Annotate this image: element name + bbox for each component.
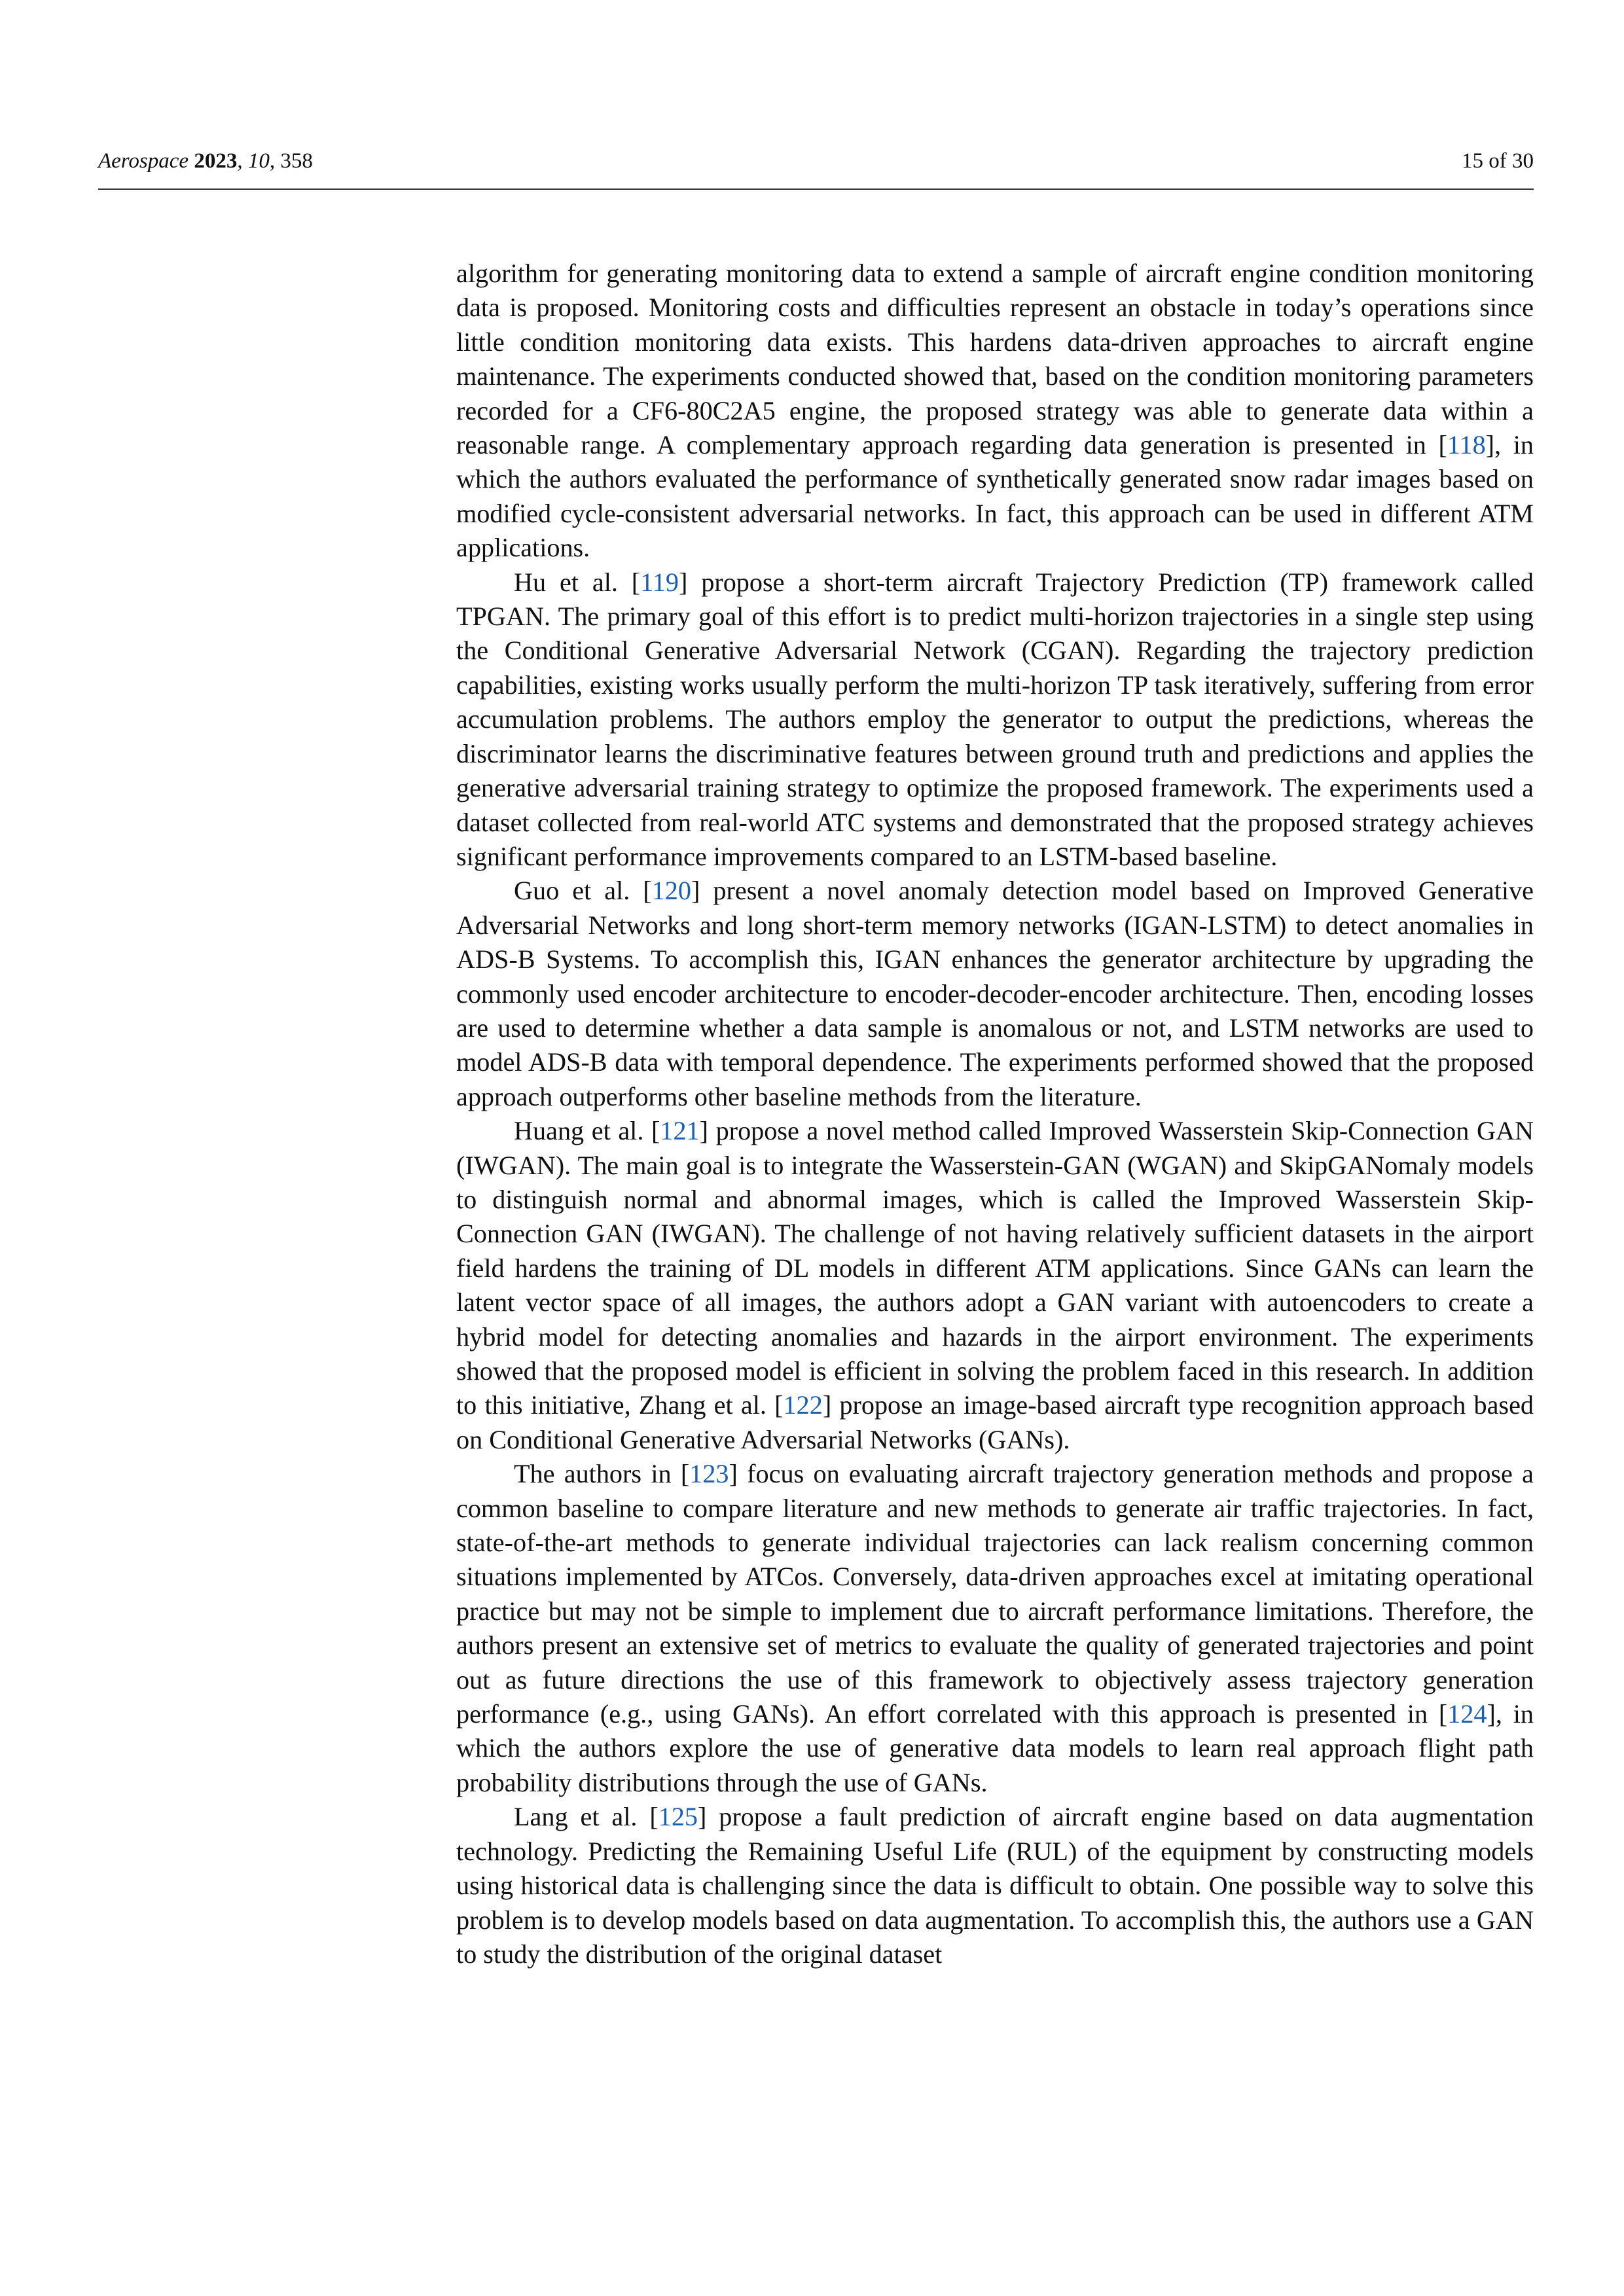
paragraph	[456, 1800, 1534, 1971]
page-header	[98, 149, 1534, 190]
citation-link[interactable]: 118	[1447, 430, 1486, 460]
paragraph-text: Lang et al. [	[514, 1802, 659, 1832]
citation-link[interactable]: 120	[651, 876, 691, 906]
paragraph-text: ], in which the authors explore the use of generative data models to learn real approach flight path probability distributions through the use of GANs.	[456, 1699, 1534, 1797]
paragraph	[456, 874, 1534, 1114]
paragraph-text: ] propose a novel method called Improved Wasserstein Skip-Connection GAN (IWGAN). The main goal is to integrate the Wasserstein-GAN (WGAN) and SkipGANomaly models to distinguish normal and abnormal images, which is called the Improved Wasserstein Skip-Connection GAN (IWGAN). The challenge of not having relatively sufficient datasets in the airport field hardens the training of DL models in different ATM applications. Since GANs can learn the latent vector space of all images, the authors adopt a GAN variant with autoencoders to create a hybrid model for detecting anomalies and hazards in the airport environment. The experiments showed that the proposed model is efficient in solving the problem faced in this research. In addition to this initiative, Zhang et al. [	[456, 1116, 1534, 1420]
citation-link[interactable]: 123	[689, 1459, 729, 1489]
journal-citation: Aerospace 2023, 10, 358	[98, 149, 313, 173]
journal-volume: 10	[247, 149, 270, 173]
body-text	[456, 257, 1534, 1971]
paragraph-text: ] present a novel anomaly detection model based on Improved Generative Adversarial Networks and long short-term memory networks (IGAN-LSTM) to detect anomalies in ADS-B Systems. To accomplish this, IGAN enhances the generator architecture by upgrading the commonly used encoder architecture to encoder-decoder-encoder architecture. Then, encoding losses are used to determine whether a data sample is anomalous or not, and LSTM networks are used to model ADS-B data with temporal dependence. The experiments performed showed that the proposed approach outperforms other baseline methods from the literature.	[456, 876, 1534, 1111]
paragraph-text: ], in which the authors evaluated the performance of synthetically generated snow radar images based on modified cycle-consistent adversarial networks. In fact, this approach can be used in different ATM applications.	[456, 430, 1534, 563]
citation-link[interactable]: 125	[658, 1802, 698, 1832]
journal-name: Aerospace	[98, 149, 189, 173]
paragraph-text: ] propose a short-term aircraft Trajectory Prediction (TP) framework called TPGAN. The primary goal of this effort is to predict multi-horizon trajectories in a single step using the Conditional Generative Adversarial Network (CGAN). Regarding the trajectory prediction capabilities, existing works usually perform the multi-horizon TP task iteratively, suffering from error accumulation problems. The authors employ the generator to output the predictions, whereas the discriminator learns the discriminative features between ground truth and predictions and applies the generative adversarial training strategy to optimize the proposed framework. The experiments used a dataset collected from real-world ATC systems and demonstrated that the proposed strategy achieves significant performance improvements compared to an LSTM-based baseline.	[456, 567, 1534, 871]
paragraph	[456, 257, 1534, 565]
citation-link[interactable]: 124	[1447, 1699, 1487, 1729]
paragraph-text: The authors in [	[514, 1459, 690, 1489]
citation-link[interactable]: 119	[640, 567, 679, 597]
paragraph-text: Guo et al. [	[514, 876, 652, 906]
citation-link[interactable]: 122	[783, 1390, 823, 1420]
paragraph-text: ] propose a fault prediction of aircraft engine based on data augmentation technology. Predicting the Remaining Useful Life (RUL) of the equipment by constructing models using historical data is challenging since the data is difficult to obtain. One possible way to solve this problem is to develop models based on data augmentation. To accomplish this, the authors use a GAN to study the distribution of the original dataset	[456, 1802, 1534, 1969]
paragraph	[456, 1114, 1534, 1457]
article-number: 358	[280, 149, 313, 173]
paragraph-text: Hu et al. [	[514, 567, 641, 597]
journal-year: 2023	[194, 149, 238, 173]
paragraph-text: ] propose an image-based aircraft type recognition approach based on Conditional Generative Adversarial Networks (GANs).	[456, 1390, 1534, 1454]
page-number: 15 of 30	[1462, 149, 1534, 173]
paragraph	[456, 1457, 1534, 1800]
paragraph-text: ] focus on evaluating aircraft trajectory generation methods and propose a common baseline to compare literature and new methods to generate air traffic trajectories. In fact, state-of-the-art methods to generate individual trajectories can lack realism concerning common situations implemented by ATCos. Conversely, data-driven approaches excel at imitating operational practice but may not be simple to implement due to aircraft performance limitations. Therefore, the authors present an extensive set of metrics to evaluate the quality of generated trajectories and point out as future directions the use of this framework to objectively assess trajectory generation performance (e.g., using GANs). An effort correlated with this approach is presented in [	[456, 1459, 1534, 1729]
paragraph-text: algorithm for generating monitoring data to extend a sample of aircraft engine condition monitoring data is proposed. Monitoring costs and difficulties represent an obstacle in today’s operations since little condition monitoring data exists. This hardens data-driven approaches to aircraft engine maintenance. The experiments conducted showed that, based on the condition monitoring parameters recorded for a CF6-80C2A5 engine, the proposed strategy was able to generate data within a reasonable range. A complementary approach regarding data generation is presented in [	[456, 259, 1534, 460]
paragraph-text: Huang et al. [	[514, 1116, 660, 1146]
paragraph	[456, 565, 1534, 874]
citation-link[interactable]: 121	[660, 1116, 700, 1146]
